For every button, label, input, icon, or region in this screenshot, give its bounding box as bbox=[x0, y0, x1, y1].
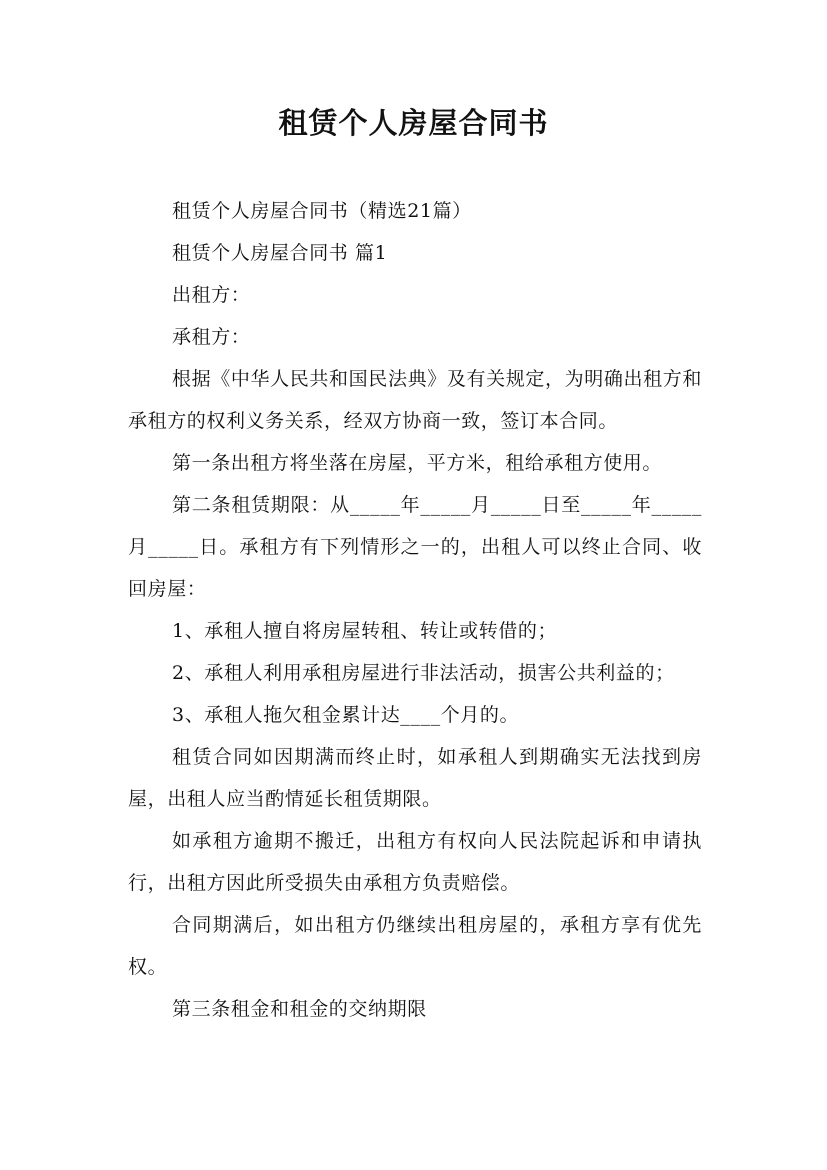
paragraph-article-2: 第二条租赁期限：从_____年_____月_____日至_____年_____月_____日。承租方有下列情形之一的，出租人可以终止合同、收回房屋： bbox=[128, 494, 702, 600]
paragraph-preamble: 根据《中华人民共和国民法典》及有关规定，为明确出租方和承租方的权利义务关系，经双方协商一致，签订本合同。 bbox=[128, 368, 702, 432]
paragraph-overdue-move: 如承租方逾期不搬迁，出租方有权向人民法院起诉和申请执行，出租方因此所受损失由承租方负责赔偿。 bbox=[128, 830, 702, 894]
paragraph-clause-2: 2、承租人利用承租房屋进行非法活动，损害公共利益的； bbox=[172, 662, 675, 684]
document-title: 租赁个人房屋合同书 bbox=[278, 106, 549, 140]
paragraph-expiry-extension: 租赁合同如因期满而终止时，如承租人到期确实无法找到房屋，出租人应当酌情延长租赁期限。 bbox=[128, 746, 702, 810]
paragraph-article-1: 第一条出租方将坐落在房屋，平方米，租给承租方使用。 bbox=[172, 452, 663, 474]
paragraph-lessee: 承租方： bbox=[172, 326, 251, 348]
paragraph-clause-3: 3、承租人拖欠租金累计达____个月的。 bbox=[172, 704, 520, 726]
document-body bbox=[128, 190, 702, 1030]
paragraph-clause-1: 1、承租人擅自将房屋转租、转让或转借的； bbox=[172, 620, 558, 642]
paragraph-article-3: 第三条租金和租金的交纳期限 bbox=[172, 998, 427, 1020]
paragraph-priority-right: 合同期满后，如出租方仍继续出租房屋的，承租方享有优先权。 bbox=[128, 914, 702, 978]
paragraph-section-heading: 租赁个人房屋合同书 篇1 bbox=[172, 242, 388, 264]
paragraph-lessor: 出租方： bbox=[172, 284, 251, 306]
paragraph-subtitle: 租赁个人房屋合同书（精选21篇） bbox=[172, 200, 472, 222]
